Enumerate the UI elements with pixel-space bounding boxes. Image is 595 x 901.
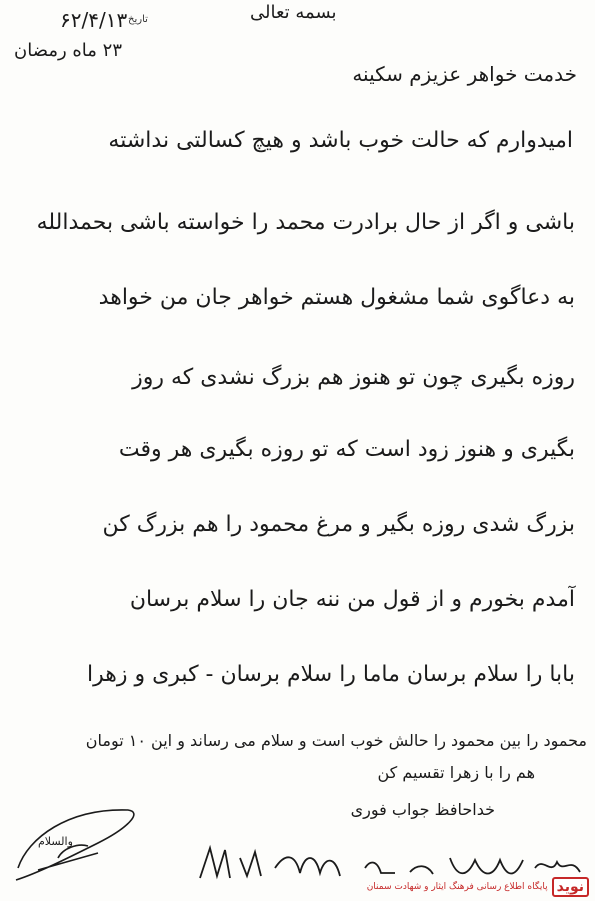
- letter-line-11: هم را با زهرا تقسیم کن: [377, 763, 535, 782]
- bismillah-heading: بسمه تعالی: [250, 2, 337, 23]
- letter-line-4: به دعاگوی شما مشغول هستم خواهر جان من خواهد: [98, 285, 575, 310]
- letter-line-3: باشی و اگر از حال برادرت محمد را خواسته باشی بحمدالله: [36, 210, 575, 235]
- letter-line-12: خداحافظ جواب فوری: [350, 800, 495, 819]
- watermark-logo: نوید: [552, 877, 589, 897]
- letter-line-7: بزرگ شدی روزه بگیر و مرغ محمود را هم بزرگ کن: [102, 512, 575, 537]
- letter-line-10: محمود را بین محمود را حالش خوب است و سلام می رساند و این ۱۰ تومان: [85, 731, 587, 750]
- letter-date: ۶۲/۴/۱۳: [60, 8, 128, 32]
- site-watermark: [367, 877, 589, 897]
- closing-scribble-icon: [8, 798, 148, 884]
- closing-salutation: والسلام: [38, 835, 73, 848]
- letter-line-9: بابا را سلام برسان ماما را سلام برسان - کبری و زهرا: [86, 662, 575, 687]
- watermark-text: پایگاه اطلاع رسانی فرهنگ ایثار و شهادت سمنان: [366, 882, 548, 892]
- letter-line-1: خدمت خواهر عزیزم سکینه: [352, 62, 577, 86]
- letter-line-8: آمدم بخورم و از قول من ننه جان را سلام برسان: [129, 587, 575, 612]
- letter-line-5: روزه بگیری چون تو هنوز هم بزرگ نشدی که روز: [132, 365, 575, 390]
- letter-line-2: امیدوارم که حالت خوب باشد و هیچ کسالتی نداشته: [108, 128, 573, 153]
- letter-line-6: بگیری و هنوز زود است که تو روزه بگیری هر وقت: [118, 437, 575, 462]
- date-label: تاریخ: [128, 14, 148, 25]
- hijri-date: ۲۳ ماه رمضان: [14, 40, 122, 61]
